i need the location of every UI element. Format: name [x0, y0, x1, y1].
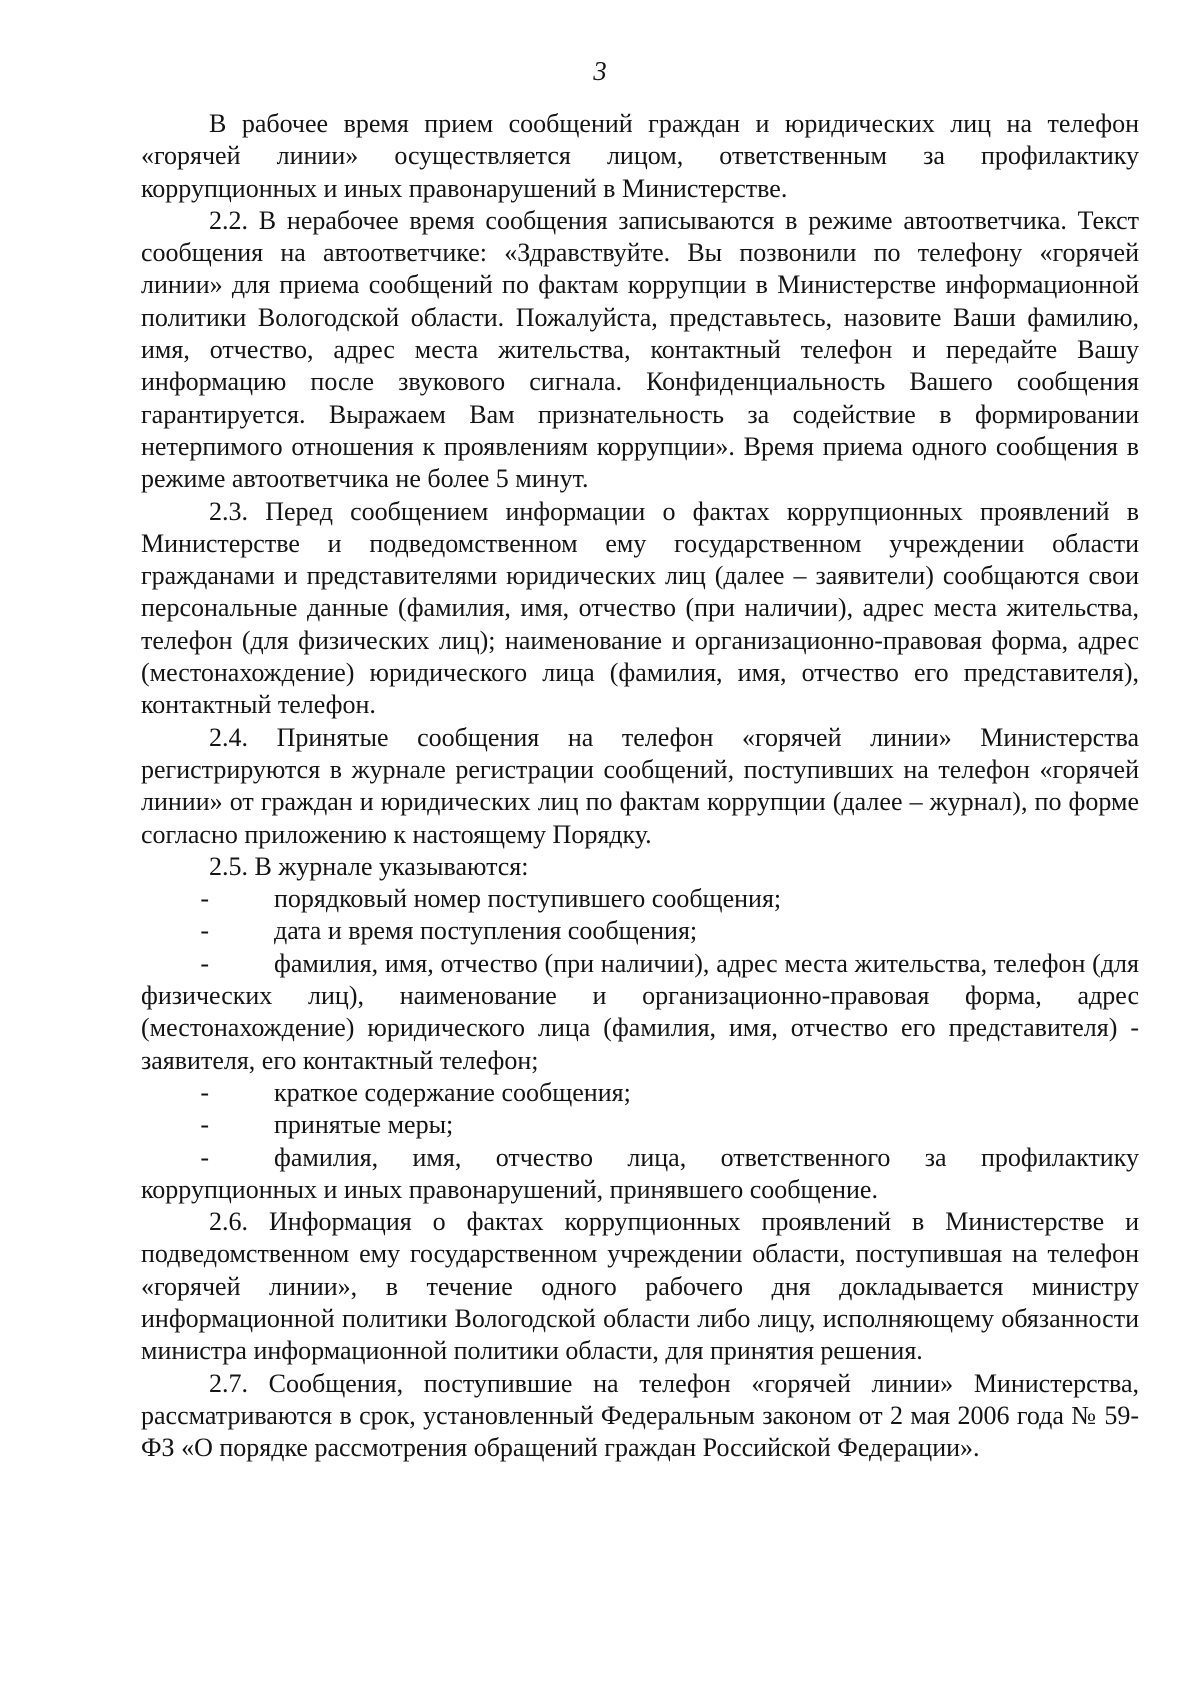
- bullet-dash: -: [200, 884, 209, 914]
- list-item-text: краткое содержание сообщения;: [274, 1077, 631, 1107]
- paragraph-2-2: 2.2. В нерабочее время сообщения записываются в режиме автоответчика. Текст сообщения на автоответчике: «Здравствуйте. Вы позвонили по телефону «горячей линии» для приема сообщений по фактам коррупции в Министерстве информационной политики Вологодской области. Пожалуйста, представьтесь, назовите Ваши фамилию, имя, отчество, адрес места жительства, контактный телефон и передайте Вашу информацию после звукового сигнала. Конфиденциальность Вашего сообщения гарантируется. Выражаем Вам признательность за содействие в формировании нетерпимого отношения к проявлениям коррупции». Время приема одного сообщения в режиме автоответчика не более 5 минут.: [141, 205, 1139, 494]
- list-item: [141, 948, 1139, 1077]
- list-item: [141, 915, 1139, 947]
- list-item: [141, 1077, 1139, 1109]
- bullet-dash: -: [200, 1077, 209, 1107]
- list-item-text: фамилия, имя, отчество (при наличии), адрес места жительства, телефон (для физических лиц), наименование и организационно-правовая форма, адрес (местонахождение) юридического лица (фамилия, имя, отчество его представителя) - заявителя, его контактный телефон;: [141, 948, 1139, 1075]
- list-item-text: принятые меры;: [274, 1110, 454, 1140]
- paragraph-2-5: 2.5. В журнале указываются:: [209, 851, 529, 881]
- bullet-dash: -: [200, 916, 209, 946]
- paragraph-2-7: 2.7. Сообщения, поступившие на телефон «горячей линии» Министерства, рассматриваются в срок, установленный Федеральным законом от 2 мая 2006 года № 59-ФЗ «О порядке рассмотрения обращений граждан Российской Федерации».: [141, 1368, 1139, 1463]
- paragraph-hotline-working-hours: В рабочее время прием сообщений граждан и юридических лиц на телефон «горячей линии» осуществляется лицом, ответственным за профилактику коррупционных и иных правонарушений в Министерстве.: [141, 109, 1139, 203]
- bullet-dash: -: [200, 1142, 209, 1172]
- list-item-text: фамилия, имя, отчество лица, ответственного за профилактику коррупционных и иных правонарушений, принявшего сообщение.: [141, 1142, 1139, 1204]
- list-item-text: дата и время поступления сообщения;: [274, 916, 698, 946]
- bullet-dash: -: [200, 948, 209, 978]
- page-number: 3: [593, 56, 607, 86]
- paragraph-2-4: 2.4. Принятые сообщения на телефон «горячей линии» Министерства регистрируются в журнале регистрации сообщений, поступивших на телефон «горячей линии» от граждан и юридических лиц по фактам коррупции (далее – журнал), по форме согласно приложению к настоящему Порядку.: [141, 722, 1139, 849]
- bullet-dash: -: [200, 1110, 209, 1140]
- list-item: [141, 883, 1139, 915]
- list-item-text: порядковый номер поступившего сообщения;: [274, 884, 782, 914]
- list-item: [141, 1142, 1139, 1207]
- list-item: [141, 1109, 1139, 1141]
- paragraph-2-6: 2.6. Информация о фактах коррупционных проявлений в Министерстве и подведомственном ему государственном учреждении области, поступившая на телефон «горячей линии», в течение одного рабочего дня докладывается министру информационной политики Вологодской области либо лицу, исполняющему обязанности министра информационной политики области, для принятия решения.: [141, 1207, 1139, 1366]
- paragraph-2-3: 2.3. Перед сообщением информации о фактах коррупционных проявлений в Министерстве и подведомственном ему государственном учреждении области гражданами и представителями юридических лиц (далее – заявители) сообщаются свои персональные данные (фамилия, имя, отчество (при наличии), адрес места жительства, телефон (для физических лиц); наименование и организационно-правовая форма, адрес (местонахождение) юридического лица (фамилия, имя, отчество его представителя), контактный телефон.: [141, 496, 1139, 720]
